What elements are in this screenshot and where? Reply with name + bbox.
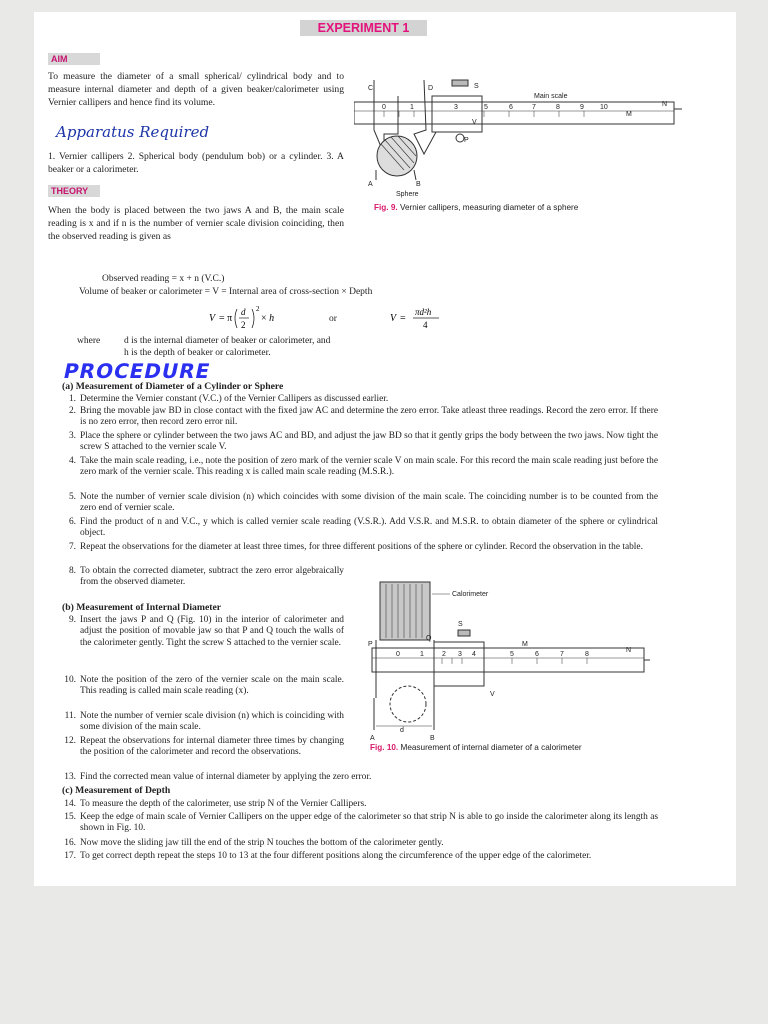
or-text: or	[329, 314, 337, 324]
apparatus-handwritten-label: Apparatus Required	[56, 123, 210, 141]
fig9-caption	[374, 203, 578, 212]
procedure-handwritten-label: PROCEDURE	[61, 359, 213, 383]
fig9-label-m: M	[626, 111, 632, 118]
svg-text:2: 2	[241, 320, 246, 330]
fig10-scale-7: 7	[560, 651, 564, 658]
fig10-label-d: d	[400, 727, 404, 734]
svg-text:V: V	[390, 313, 397, 324]
apparatus-text: 1. Vernier callipers 2. Spherical body (pendulum bob) or a cylinder. 3. A beaker or a calorimeter.	[48, 151, 344, 175]
fig10-label-s: S	[458, 621, 463, 628]
fig9-label-s: S	[474, 83, 479, 90]
fig9-scale-5: 5	[484, 104, 488, 111]
fig9-scale-3: 3	[454, 104, 458, 111]
fig10-scale-4: 4	[472, 651, 476, 658]
where-text: where	[77, 336, 101, 346]
fig9-scale-7: 7	[532, 104, 536, 111]
aim-heading: AIM	[48, 53, 100, 65]
fig10-scale-0: 0	[396, 651, 400, 658]
svg-text:× h: × h	[261, 313, 275, 324]
svg-text:πd²h: πd²h	[415, 307, 432, 317]
fig9-label-v: V	[472, 119, 477, 126]
volume-formula: Volume of beaker or calorimeter = V = Internal area of cross-section × Depth	[79, 287, 373, 297]
observed-reading-formula: Observed reading = x + n (V.C.)	[102, 274, 225, 284]
h-definition: h is the depth of beaker or calorimeter.	[124, 348, 271, 358]
fig9-label-b: B	[416, 181, 421, 188]
fig9-scale-6: 6	[509, 104, 513, 111]
subheading-a: (a) Measurement of Diameter of a Cylinder or Sphere	[62, 381, 284, 392]
fig10-label-a: A	[370, 735, 375, 742]
fig9-label-a: A	[368, 181, 373, 188]
fig10-label-q: Q	[426, 635, 432, 642]
fig9-scale-0: 0	[382, 104, 386, 111]
fig10-scale-6: 6	[535, 651, 539, 658]
fig10-label-calorimeter: Calorimeter	[452, 591, 489, 598]
fig10-scale-5: 5	[510, 651, 514, 658]
fig10-label-b: B	[430, 735, 435, 742]
subheading-c: (c) Measurement of Depth	[62, 785, 171, 796]
theory-text: When the body is placed between the two jaws A and B, the main scale reading is x and if n is the number of vernier scale division coinciding, then the observed reading is given as	[48, 205, 344, 242]
fig9-scale-9: 9	[580, 104, 584, 111]
fig10-scale-1: 1	[420, 651, 424, 658]
calorimeter-figure-10	[362, 580, 652, 748]
fig10-label-v: V	[490, 691, 495, 698]
fig9-label-main-scale: Main scale	[534, 93, 568, 100]
theory-heading: THEORY	[48, 185, 100, 197]
fig9-caption-number: Fig. 9.	[374, 203, 398, 212]
experiment-title: EXPERIMENT 1	[300, 20, 427, 36]
fig10-scale-2: 2	[442, 651, 446, 658]
fig10-scale-8: 8	[585, 651, 589, 658]
svg-text:2: 2	[256, 305, 260, 313]
svg-text:= π: = π	[219, 313, 233, 324]
fig9-label-c: C	[368, 85, 374, 92]
fig10-label-p: P	[368, 641, 373, 648]
fig9-label-d: D	[428, 85, 434, 92]
fig10-label-m: M	[522, 641, 528, 648]
fig10-caption-text: Measurement of internal diameter of a calorimeter	[400, 743, 582, 752]
aim-text: To measure the diameter of a small spherical/ cylindrical body and to measure internal diameter and depth of a given beaker/calorimeter using Vernier callipers and hence find its volume.	[48, 71, 344, 108]
fig10-caption-number: Fig. 10.	[370, 743, 399, 752]
svg-text:4: 4	[423, 320, 428, 330]
svg-text:=: =	[400, 313, 406, 324]
fig9-caption-text: Vernier callipers, measuring diameter of a sphere	[399, 203, 579, 212]
fig9-label-n: N	[662, 101, 668, 108]
fig9-label-p: P	[464, 137, 469, 144]
fig10-label-n: N	[626, 647, 632, 654]
fig9-scale-8: 8	[556, 104, 560, 111]
vernier-callipers-figure-9	[354, 74, 684, 200]
svg-text:V: V	[209, 313, 216, 324]
subheading-b: (b) Measurement of Internal Diameter	[62, 602, 222, 613]
fig10-scale-3: 3	[458, 651, 462, 658]
d-definition: d is the internal diameter of beaker or calorimeter, and	[124, 336, 331, 346]
fig10-caption	[370, 743, 582, 752]
fig9-scale-1: 1	[410, 104, 414, 111]
fig9-label-sphere: Sphere	[396, 191, 419, 198]
svg-text:d: d	[241, 307, 246, 317]
fig9-scale-10: 10	[600, 104, 608, 111]
